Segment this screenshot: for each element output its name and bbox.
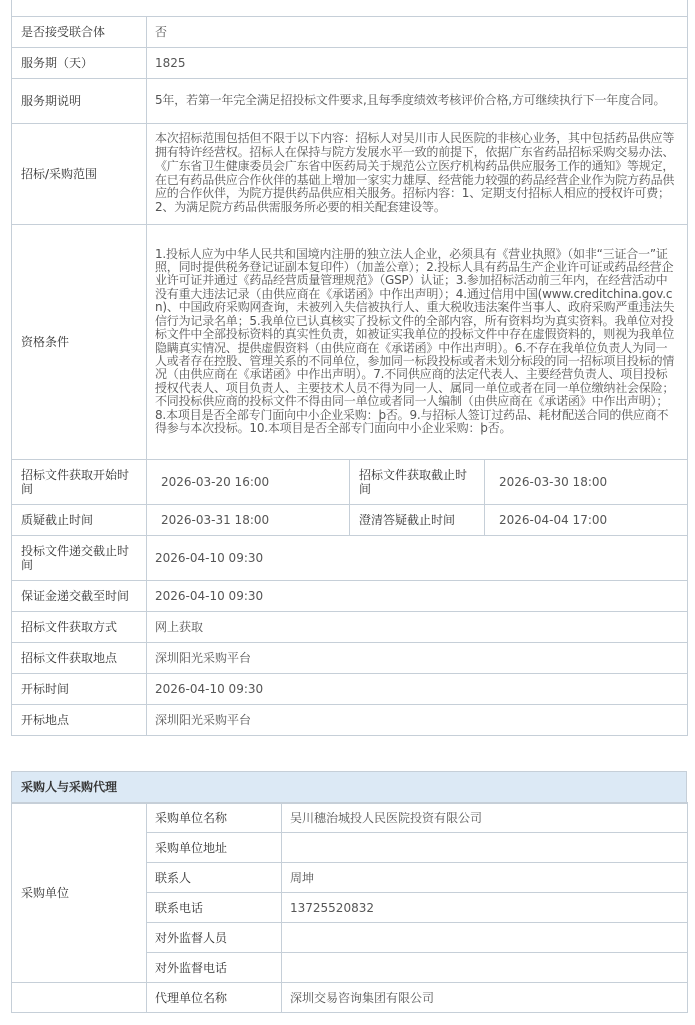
- doc-end-value: 2026-03-30 18:00: [485, 459, 688, 504]
- qualification-label: 资格条件: [12, 224, 147, 459]
- field-label: 采购单位名称: [147, 803, 282, 833]
- consortium-value: 否: [147, 16, 688, 47]
- doc-method-value: 网上获取: [147, 611, 688, 642]
- table-row: [12, 224, 688, 459]
- doc-start-value: 2026-03-20 16:00: [147, 459, 350, 504]
- open-time-label: 开标时间: [12, 673, 147, 704]
- consortium-label: 是否接受联合体: [12, 16, 147, 47]
- table-row: [12, 983, 688, 1013]
- table-row: [12, 535, 688, 580]
- open-time-value: 2026-04-10 09:30: [147, 673, 688, 704]
- submit-deadline-value: 2026-04-10 09:30: [147, 535, 688, 580]
- service-desc-label: 服务期说明: [12, 78, 147, 123]
- qualification-value: 1.投标人应为中华人民共和国境内注册的独立法人企业，必须具有《营业执照》（如非“三证合一”证照，同时提供税务登记证副本复印件）（加盖公章）；2.投标人具有药品生产企业许可证或药品经营企业许可证并通过《药品经营质量管理规范》（GSP）认证；3.参加招标活动前三年内，在经营活动中没有重大违法记录（由供应商在《承诺函》中作出声明）；4.通过信用中国(www.creditchina.gov.cn)、中国政府采购网查询，未被列入失信被执行人、重大税收违法案件当事人、政府采购严重违法失信行为记录名单；5.我单位已认真核实了投标文件的全部内容，所有资料均为真实资料。我单位对投标文件中全部投标资料的真实性负责，如被证实我单位的投标文件中存在虚假资料的，则视为我单位隐瞒真实情况、提供虚假资料（由供应商在《承诺函》中作出声明）。6.不存在我单位负责人为同一人或者存在控股、管理关系的不同单位，参加同一标段投标或者未划分标段的同一招标项目投标的情况（由供应商在《承诺函》中作出声明）。7.不同供应商的法定代表人、主要经营负责人、项目投标授权代表人、项目负责人、主要技术人员不得为同一人、属同一单位或者在同一单位缴纳社会保险；不同投标供应商的投标文件不得由同一单位或者同一人编制（由供应商在《承诺函》中作出声明）；8.本项目是否全部专门面向中小企业采购：þ否。9.与招标人签订过药品、耗材配送合同的供应商不得参与本次投标。10.本项目是否全部专门面向中小企业采购：þ否。: [147, 224, 688, 459]
- agent-label: 代理单位名称: [147, 983, 282, 1013]
- deposit-deadline-value: 2026-04-10 09:30: [147, 580, 688, 611]
- tender-info-table: [11, 0, 688, 736]
- service-desc-value: 5年，若第一年完全满足招投标文件要求,且每季度绩效考核评价合格,方可继续执行下一年度合同。: [147, 78, 688, 123]
- table-row: [12, 47, 688, 78]
- deposit-deadline-label: 保证金递交截至时间: [12, 580, 147, 611]
- doc-end-label: 招标文件获取截止时间: [350, 459, 485, 504]
- table-row: [12, 0, 688, 16]
- field-value: 吴川穗治城投人民医院投资有限公司: [282, 803, 688, 833]
- open-place-value: 深圳阳光采购平台: [147, 704, 688, 735]
- field-label: 联系人: [147, 863, 282, 893]
- service-period-value: 1825: [147, 47, 688, 78]
- table-row: [12, 504, 688, 535]
- field-value: 13725520832: [282, 893, 688, 923]
- field-value: [282, 833, 688, 863]
- query-deadline-value: 2026-03-31 18:00: [147, 504, 350, 535]
- open-place-label: 开标地点: [12, 704, 147, 735]
- scope-label: 招标/采购范围: [12, 123, 147, 224]
- table-row: [12, 673, 688, 704]
- table-row: [12, 803, 688, 833]
- purchaser-table: [11, 802, 688, 1013]
- table-row: [12, 580, 688, 611]
- doc-place-label: 招标文件获取地点: [12, 642, 147, 673]
- section-title-purchaser: 采购人与采购代理: [11, 771, 687, 804]
- field-value: [282, 923, 688, 953]
- table-row: [12, 611, 688, 642]
- query-deadline-label: 质疑截止时间: [12, 504, 147, 535]
- purchaser-group-label: 采购单位: [12, 803, 147, 983]
- field-label: 对外监督人员: [147, 923, 282, 953]
- table-row: [12, 642, 688, 673]
- doc-place-value: 深圳阳光采购平台: [147, 642, 688, 673]
- table-row: [12, 459, 688, 504]
- table-row: [12, 704, 688, 735]
- doc-start-label: 招标文件获取开始时间: [12, 459, 147, 504]
- table-row: [12, 78, 688, 123]
- clarify-deadline-value: 2026-04-04 17:00: [485, 504, 688, 535]
- agent-value: 深圳交易咨询集团有限公司: [282, 983, 688, 1013]
- doc-method-label: 招标文件获取方式: [12, 611, 147, 642]
- table-row: [12, 123, 688, 224]
- scope-value: 本次招标范围包括但不限于以下内容：招标人对吴川市人民医院的非核心业务，其中包括药品供应等拥有特许经营权。招标人在保持与院方发展水平一致的前提下，依据广东省药品招标采购交易办法、《广东省卫生健康委员会广东省中医药局关于规范公立医疗机构药品供应服务工作的通知》等规定，在已有药品供应合作伙伴的基础上增加一家实力雄厚、经营能力较强的药品经营企业作为院方药品供应的合作伙伴，为院方提供药品供应相关服务。招标内容：1、定期支付招标人相应的授权许可费；2、为满足院方药品供需服务所必要的相关配套建设等。: [147, 123, 688, 224]
- table-row: [12, 16, 688, 47]
- field-value: [282, 953, 688, 983]
- service-period-label: 服务期（天）: [12, 47, 147, 78]
- submit-deadline-label: 投标文件递交截止时间: [12, 535, 147, 580]
- field-value: 周坤: [282, 863, 688, 893]
- clarify-deadline-label: 澄清答疑截止时间: [350, 504, 485, 535]
- field-label: 联系电话: [147, 893, 282, 923]
- field-label: 采购单位地址: [147, 833, 282, 863]
- field-label: 对外监督电话: [147, 953, 282, 983]
